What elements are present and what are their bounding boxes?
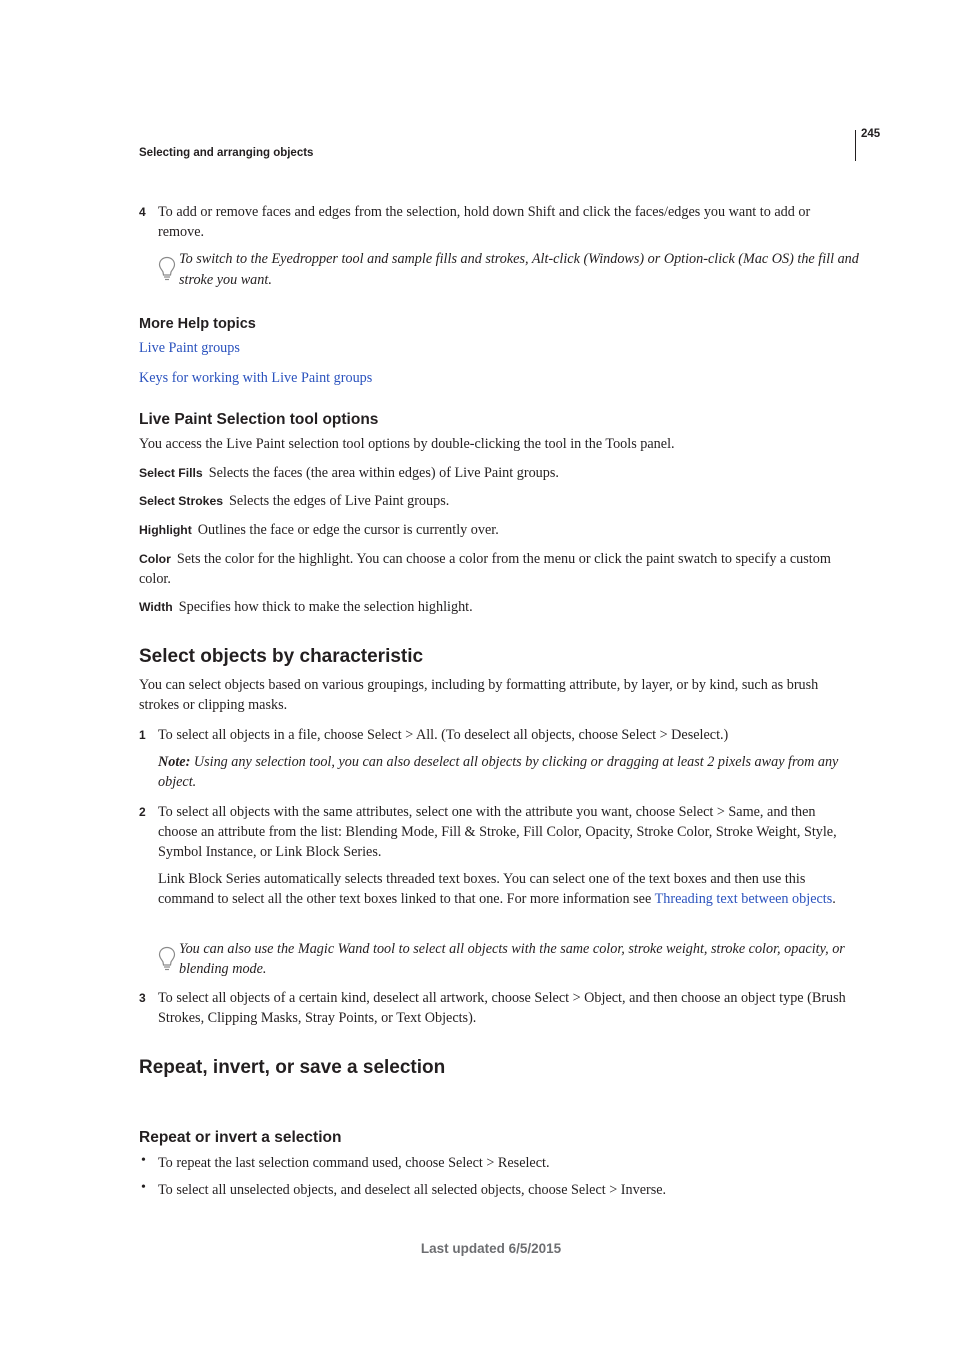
- step-text: To select all objects with the same attributes, select one with the attribute you want, choose Select > Same, and then choose an attribute from the list: Blending Mode, Fill & Stroke, Fill Color, Opacity, Stroke Color, Stroke Weight, Style, Symbol Instance, or Link Block Series.: [158, 804, 837, 860]
- footer-last-updated: Last updated 6/5/2015: [420, 1241, 562, 1256]
- bullet-text: To select all unselected objects, and deselect all selected objects, choose Select > Inverse.: [158, 1182, 667, 1198]
- paragraph-end: .: [832, 891, 836, 907]
- option-term: Highlight: [139, 523, 192, 537]
- running-title: Selecting and arranging objects: [139, 147, 314, 159]
- step-text: To add or remove faces and edges from the selection, hold down Shift and click the faces/edges you want to add or remove.: [158, 204, 811, 240]
- step-number: 3: [139, 991, 146, 1005]
- tip-lightbulb-icon: [158, 946, 176, 977]
- option-term: Width: [139, 600, 173, 614]
- option-color: [139, 549, 839, 589]
- option-desc: Specifies how thick to make the selection highlight.: [178, 599, 473, 615]
- note-text: Using any selection tool, you can also deselect all objects by clicking or dragging at least 2 pixels away from any object.: [158, 754, 839, 790]
- header-rule: [855, 130, 856, 161]
- repeat-subheading: Repeat or invert a selection: [139, 1129, 342, 1146]
- step-number: 1: [139, 728, 146, 742]
- tool-options-heading: Live Paint Selection tool options: [139, 411, 379, 428]
- step-text: To select all objects of a certain kind, deselect all artwork, choose Select > Object, and then choose an object type (Brush Strokes, Clipping Masks, Stray Points, or Text Objects).: [158, 990, 846, 1026]
- option-select-fills: [139, 463, 854, 483]
- bullet-icon: •: [141, 1180, 146, 1195]
- note: [158, 752, 858, 792]
- option-desc: Sets the color for the highlight. You can choose a color from the menu or click the paint swatch to specify a custom color.: [139, 551, 831, 587]
- link-live-paint-groups[interactable]: Live Paint groups: [139, 340, 240, 356]
- option-highlight: [139, 520, 854, 540]
- step-paragraph: [158, 869, 856, 909]
- option-term: Select Fills: [139, 466, 203, 480]
- option-desc: Selects the edges of Live Paint groups.: [229, 493, 450, 509]
- tip-text: You can also use the Magic Wand tool to select all objects with the same color, stroke weight, stroke color, opacity, or blending mode.: [179, 941, 845, 977]
- tip-lightbulb-icon: [158, 256, 176, 287]
- step-text: To select all objects in a file, choose Select > All. (To deselect all objects, choose Select > Deselect.): [158, 727, 729, 743]
- step-number: 4: [139, 205, 146, 219]
- note-label: Note:: [158, 754, 191, 770]
- tool-options-intro: You access the Live Paint selection tool options by double-clicking the tool in the Tools panel.: [139, 436, 675, 452]
- step-number: 2: [139, 805, 146, 819]
- option-width: [139, 597, 854, 617]
- option-term: Color: [139, 552, 171, 566]
- characteristic-heading: Select objects by characteristic: [139, 646, 424, 667]
- tip-text: To switch to the Eyedropper tool and sample fills and strokes, Alt-click (Windows) or Option-click (Mac OS) the fill and stroke you want.: [179, 251, 859, 288]
- page-number: 245: [861, 128, 881, 140]
- more-help-heading: More Help topics: [139, 316, 256, 332]
- bullet-icon: •: [141, 1153, 146, 1168]
- option-select-strokes: [139, 491, 854, 511]
- bullet-text: To repeat the last selection command used, choose Select > Reselect.: [158, 1155, 550, 1171]
- option-desc: Outlines the face or edge the cursor is currently over.: [197, 522, 499, 538]
- paragraph-text: Link Block Series automatically selects threaded text boxes. You can select one of the text boxes and then use this command to select all the other text boxes linked to that one. For more information see: [158, 871, 806, 907]
- repeat-heading: Repeat, invert, or save a selection: [139, 1057, 446, 1078]
- characteristic-intro: You can select objects based on various groupings, including by formatting attribute, by layer, or by kind, such as brush strokes or clipping masks.: [139, 677, 819, 713]
- option-desc: Selects the faces (the area within edges) of Live Paint groups.: [208, 465, 559, 481]
- link-keys-live-paint-groups[interactable]: Keys for working with Live Paint groups: [139, 370, 373, 386]
- option-term: Select Strokes: [139, 494, 224, 508]
- link-threading-text[interactable]: Threading text between objects: [654, 891, 833, 907]
